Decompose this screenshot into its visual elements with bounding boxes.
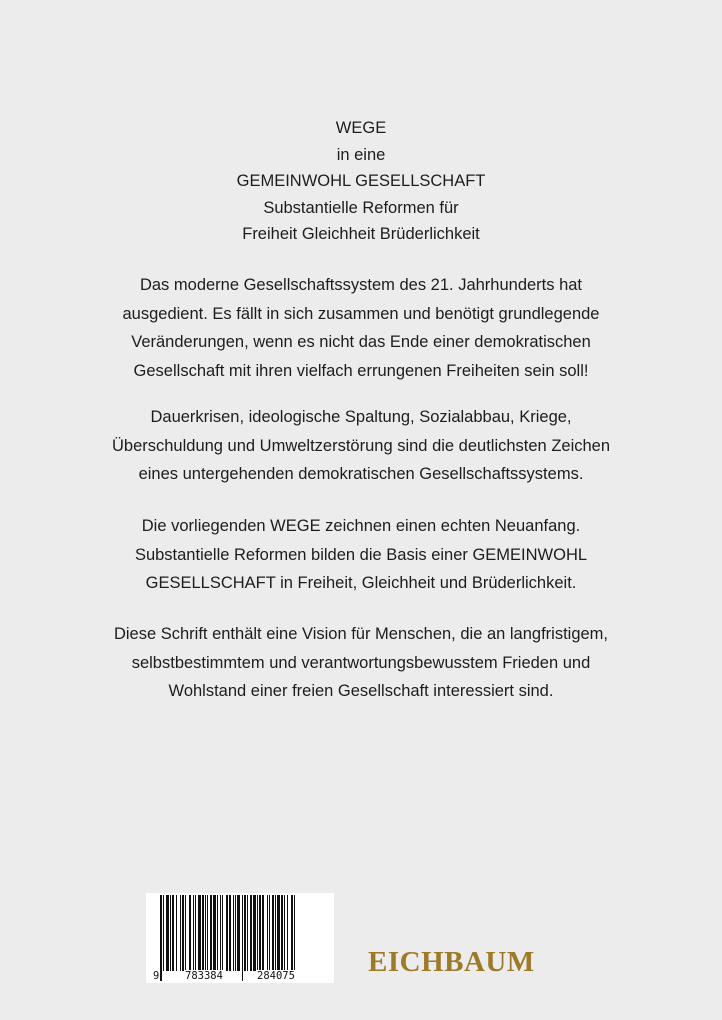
barcode-bar — [205, 895, 206, 971]
subtitle-freiheit: Freiheit Gleichheit Brüderlichkeit — [242, 225, 480, 243]
barcode-bar — [242, 895, 243, 981]
barcode-bar — [195, 895, 196, 971]
barcode-bar — [207, 895, 208, 971]
barcode-digit-first: 9 — [153, 970, 160, 982]
paragraph-line: Diese Schrift enthält eine Vision für Menschen, die an langfristigem, — [113, 625, 609, 643]
barcode-bars — [146, 893, 334, 983]
barcode-bar — [170, 895, 171, 971]
barcode-bar — [176, 895, 177, 971]
barcode-bar — [275, 895, 276, 971]
barcode-bar — [189, 895, 191, 971]
barcode-bar — [257, 895, 258, 971]
paragraph-line: selbstbestimmtem und verantwortungsbewusstem Frieden und — [131, 653, 591, 672]
barcode-bar — [229, 895, 231, 971]
title-wege: WEGE — [335, 119, 387, 137]
barcode-bar — [233, 895, 234, 971]
barcode-bar — [180, 895, 181, 971]
barcode-bar — [244, 895, 246, 971]
barcode-bar — [284, 895, 285, 971]
barcode-bar — [220, 895, 221, 971]
paragraph-line: ausgedient. Es fällt in sich zusammen und benötigt grundlegende — [122, 304, 600, 323]
title-block — [0, 115, 722, 248]
barcode-bar — [185, 895, 186, 971]
barcode-bar — [277, 895, 280, 971]
barcode-bar — [210, 895, 212, 971]
subtitle-reformen: Substantielle Reformen für — [263, 198, 459, 217]
barcode-bar — [291, 895, 293, 971]
barcode-bar — [226, 895, 228, 971]
barcode-bar — [267, 895, 268, 971]
paragraph-1 — [40, 271, 682, 385]
barcode-bar — [172, 895, 174, 971]
paragraph-line: Überschuldung und Umweltzerstörung sind die deutlichsten Zeichen — [111, 436, 611, 455]
barcode-bar — [182, 895, 184, 971]
title-gemeinwohl: GEMEINWOHL GESELLSCHAFT — [236, 172, 486, 190]
paragraph-line: Gesellschaft mit ihren vielfach errungenen Freiheiten sein soll! — [133, 361, 589, 380]
paragraph-4 — [40, 620, 682, 706]
barcode-bar — [259, 895, 261, 971]
barcode-bar — [294, 895, 295, 971]
barcode-bar — [166, 895, 169, 971]
barcode-bar — [222, 895, 223, 971]
barcode-bar — [213, 895, 216, 971]
paragraph-3 — [40, 512, 682, 598]
paragraph-line: Das moderne Gesellschaftssystem des 21. Jahrhunderts hat — [139, 276, 583, 294]
barcode-bar — [163, 895, 164, 971]
barcode-bar — [237, 895, 240, 971]
barcode-bar — [269, 895, 270, 971]
title-in-eine: in eine — [336, 145, 386, 164]
paragraph-line: Veränderungen, wenn es nicht das Ende einer demokratischen — [131, 333, 591, 351]
barcode-bar — [262, 895, 264, 971]
barcode-bar — [272, 895, 274, 971]
barcode-bar — [193, 895, 194, 971]
barcode-group-left: 783384 — [185, 970, 223, 982]
barcode-bar — [281, 895, 283, 971]
barcode-bar — [250, 895, 252, 971]
barcode-bar — [198, 895, 201, 971]
barcode-bar — [287, 895, 288, 971]
barcode-bar — [247, 895, 248, 971]
paragraph-2 — [40, 403, 682, 489]
barcode-group-right: 284075 — [257, 970, 295, 982]
paragraph-line: Die vorliegenden WEGE zeichnen einen echten Neuanfang. — [141, 517, 581, 535]
barcode-bar — [235, 895, 236, 971]
barcode-bar — [202, 895, 204, 971]
paragraph-line: Dauerkrisen, ideologische Spaltung, Sozialabbau, Kriege, — [150, 408, 572, 426]
barcode-bar — [253, 895, 256, 971]
publisher-logo: EICHBAUM — [368, 946, 535, 978]
barcode-bar — [160, 895, 162, 981]
barcode-bar — [217, 895, 218, 971]
isbn-barcode — [146, 893, 334, 983]
paragraph-line: Wohlstand einer freien Gesellschaft interessiert sind. — [168, 682, 554, 700]
paragraph-line: Substantielle Reformen bilden die Basis einer GEMEINWOHL — [134, 545, 588, 564]
paragraph-line: GESELLSCHAFT in Freiheit, Gleichheit und Brüderlichkeit. — [145, 574, 577, 592]
paragraph-line: eines untergehenden demokratischen Gesellschaftssystems. — [138, 465, 584, 483]
